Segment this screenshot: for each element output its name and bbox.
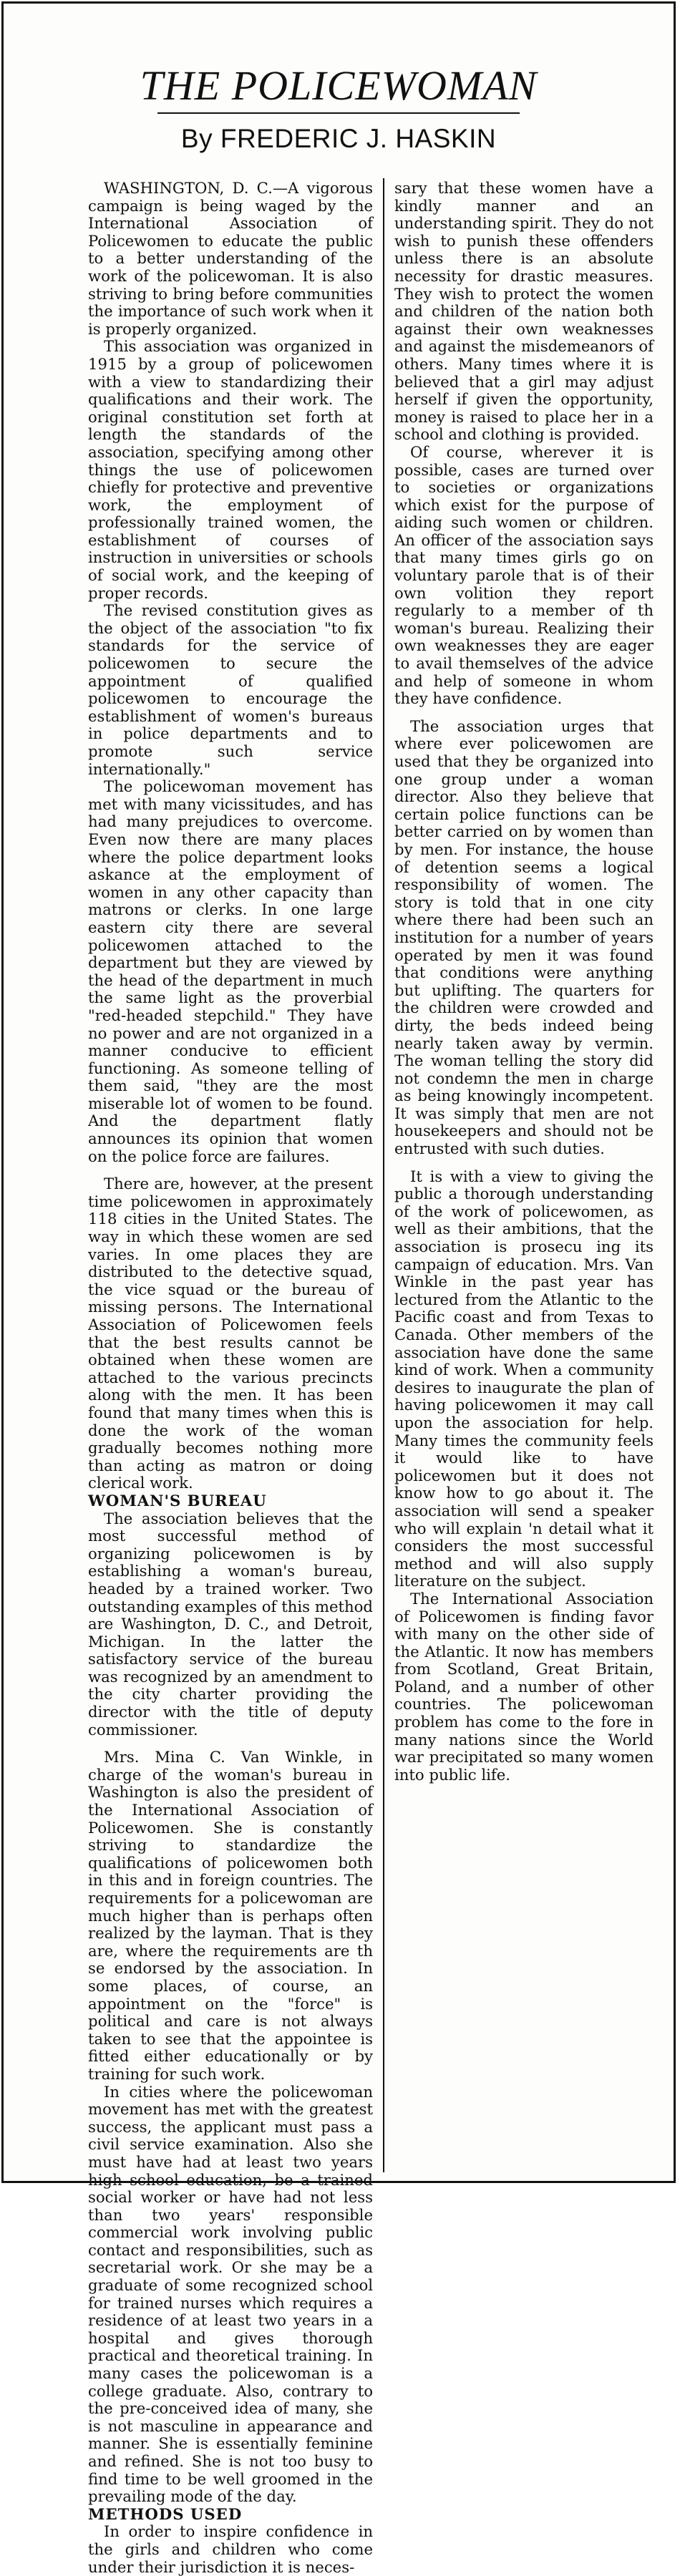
section-heading-womans-bureau: WOMAN'S BUREAU bbox=[88, 1491, 267, 1510]
column-divider bbox=[383, 178, 384, 2172]
paragraph: WASHINGTON, D. C.—A vigorous campaign is being waged by the International Association of Policewomen to educate the public to a better understanding of the work of the policewoman. It is also striving to bring before communities the importance of such work when it is properly organized. bbox=[88, 179, 373, 338]
paragraph: There are, however, at the present time policewomen in approximately 118 cities in the United States. The way in which these women are sed varies. In ome places they are distributed to the detective squad, the vice squad or the bureau of missing persons. The International Association of Policewomen feels that the best results cannot be obtained when these women are attached to the various precincts along with the men. It has been found that many times when this is done the work of the woman gradually becomes nothing more than acting as matron or doing clerical work. bbox=[88, 1175, 373, 1492]
article-byline: By FREDERIC J. HASKIN bbox=[180, 124, 497, 153]
section-heading-methods-used: METHODS USED bbox=[88, 2504, 243, 2523]
paragraph: The policewoman movement has met with many vicissitudes, and has had many prejudices to overcome. Even now there are many places where the police department looks askance at the employment of women in any other capacity than matrons or clerks. In one large eastern city there are several policewomen attached to the department but they are viewed by the head of the department in much the same light as the proverbial "red-headed stepchild." They have no power and are not organized in a manner conducive to efficient functioning. As someone telling of them said, "they are the most miserable lot of women to be found. And the department flatly announces its opinion that women on the police force are failures. bbox=[88, 777, 373, 1165]
masthead bbox=[4, 4, 674, 168]
title-rule bbox=[157, 112, 520, 114]
paragraph: In order to inspire confidence in the girls and children who come under their jurisdiction it is neces- bbox=[88, 2522, 373, 2576]
paragraph: Mrs. Mina C. Van Winkle, in charge of the woman's bureau in Washington is also the president of the International Association of Policewomen. She is constantly striving to standardize the qualifications of policewomen both in this and in foreign countries. The requirements for a policewoman are much higher than is perhaps often realized by the layman. That is they are, where the requirements are th se endorsed by the association. In some places, of course, an appointment on the "force" is political and care is not always taken to see that the appointee is fitted either educationally or by training for such work. bbox=[88, 1748, 373, 2083]
paragraph: The association believes that the most successful method of organizing policewomen is by establishing a woman's bureau, headed by a trained worker. Two outstanding examples of this method are Washington, D. C., and Detroit, Michigan. In the latter the satisfactory service of the bureau was recognized by an amendment to the city charter providing the director with the title of deputy commissioner. bbox=[88, 1509, 373, 1739]
paragraph: It is with a view to giving the public a thorough understanding of the work of policewomen, as well as their ambitions, that the association is prosecu ing its campaign of education. Mrs. Van Winkle in the past year has lectured from the Atlantic to the Pacific coast and from Texas to Canada. Other members of the association have done the same kind of work. When a community desires to inaugurate the plan of having policewomen it may call upon the association for help. Many times the community feels it would like to have policewomen but it does not know how to go about it. The association will send a speaker who will explain 'n detail what it considers the most successful method and will also supply literature on the subject. bbox=[394, 1167, 654, 1590]
paragraph: The International Association of Policewomen is finding favor with many on the other side of the Atlantic. It now has members from Scotland, Great Britain, Poland, and a number of other countries. The policewoman problem has come to the fore in many nations since the World war precipitated so many women into public life. bbox=[394, 1589, 654, 1784]
paragraph: The revised constitution gives as the object of the association "to fix standards for the service of policewomen to secure the appointment of qualified policewomen to encourage the establishment of women's bureaus in police departments and to promote such service internationally." bbox=[88, 601, 373, 778]
article-title: THE POLICEWOMAN bbox=[140, 62, 538, 109]
paragraph: sary that these women have a kindly manner and an understanding spirit. They do not wish to punish these offenders unless there is an absolute necessity for drastic measures. They wish to protect the women and children of the nation both against their own weaknesses and against the misdemeanors of others. Many times where it is believed that a girl may adjust herself if given the opportunity, money is raised to place her in a school and clothing is provided. bbox=[394, 179, 654, 444]
newspaper-clipping bbox=[1, 1, 676, 2576]
right-column bbox=[394, 180, 654, 2174]
paragraph: This association was organized in 1915 by a group of policewomen with a view to standardizing their qualifications and their work. The original constitution set forth at length the standards of the association, specifying among other things the use of policewomen chiefly for protective and preventive work, the employment of professionally trained women, the establishment of courses of instruction in universities or schools of social work, and the keeping of proper records. bbox=[88, 337, 373, 602]
left-column bbox=[88, 179, 373, 2576]
paragraph: In cities where the policewoman movement has met with the greatest success, the applicant must pass a civil service examination. Also she must have had at least two years high school education, be a trained social worker or have had not less than two years' responsible commercial work involving public contact and responsibilities, such as secretarial work. Or she may be a graduate of some recognized school for trained nurses which requires a residence of at least two years in a hospital and gives thorough practical and theoretical training. In many cases the policewoman is a college graduate. Also, contrary to the pre-conceived idea of many, she is not masculine in appearance and manner. She is essentially feminine and refined. She is not too busy to find time to be well groomed in the prevailing mode of the day. bbox=[88, 2082, 373, 2506]
paragraph: Of course, wherever it is possible, cases are turned over to societies or organizations which exist for the purpose of aiding such women or children. An officer of the association says that many times girls go on voluntary parole that is of their own volition they report regularly to a member of th woman's bureau. Realizing their own weaknesses they are eager to avail themselves of the advice and help of someone in whom they have confidence. bbox=[394, 442, 654, 708]
paragraph: The association urges that where ever policewomen are used that they be organized into one group under a woman director. Also they believe that certain police functions can be better carried on by women than by men. For instance, the house of detention seems a logical responsibility of women. The story is told that in one city where there had been such an institution for a number of years operated by men it was found that conditions were anything but uplifting. The quarters for the children were crowded and dirty, the beds indeed being nearly taken away by vermin. The woman telling the story did not condemn the men in charge as being knowingly incompetent. It was simply that men are not housekeepers and should not be entrusted with such duties. bbox=[394, 716, 654, 1158]
